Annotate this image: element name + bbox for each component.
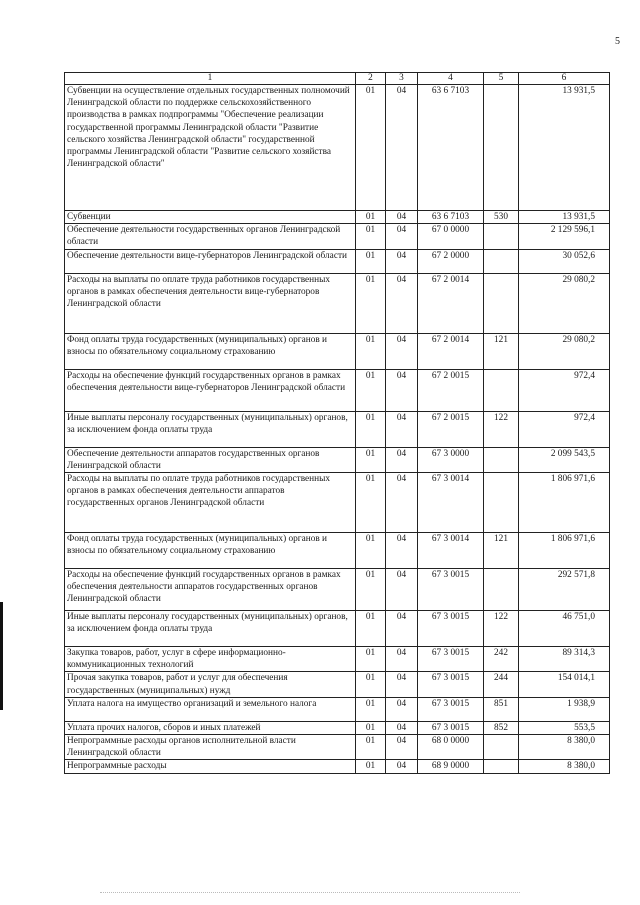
budget-table xyxy=(64,72,610,774)
row-subsection-cell: 04 xyxy=(386,569,418,611)
row-section-cell: 01 xyxy=(356,611,386,647)
row-name-cell: Расходы на выплаты по оплате труда работников государственных органов в рамках обеспечения деятельности вице-губернаторов Ленинградской области xyxy=(65,273,356,333)
row-section-cell: 01 xyxy=(356,333,386,369)
table-row xyxy=(65,672,610,697)
row-expense-type-cell: 121 xyxy=(484,533,519,569)
row-subsection-cell: 04 xyxy=(386,369,418,411)
row-section-cell: 01 xyxy=(356,85,386,211)
row-section-cell: 01 xyxy=(356,721,386,734)
row-amount-cell: 8 380,0 xyxy=(519,760,610,773)
row-section-cell: 01 xyxy=(356,569,386,611)
row-subsection-cell: 04 xyxy=(386,672,418,697)
row-section-cell: 01 xyxy=(356,760,386,773)
table-row xyxy=(65,447,610,472)
budget-table-container xyxy=(64,72,609,774)
row-section-cell: 01 xyxy=(356,533,386,569)
row-expense-type-cell: 122 xyxy=(484,411,519,447)
row-target-article-cell: 67 2 0014 xyxy=(418,333,484,369)
row-section-cell: 01 xyxy=(356,273,386,333)
row-name-cell: Расходы на обеспечение функций государственных органов в рамках обеспечения деятельности вице-губернаторов Ленинградской области xyxy=(65,369,356,411)
page-number: 5 xyxy=(615,36,620,47)
row-expense-type-cell xyxy=(484,273,519,333)
row-amount-cell: 292 571,8 xyxy=(519,569,610,611)
row-section-cell: 01 xyxy=(356,647,386,672)
row-subsection-cell: 04 xyxy=(386,273,418,333)
row-amount-cell: 154 014,1 xyxy=(519,672,610,697)
table-row xyxy=(65,611,610,647)
row-section-cell: 01 xyxy=(356,697,386,721)
row-name-cell: Прочая закупка товаров, работ и услуг для обеспечения государственных (муниципальных) нужд xyxy=(65,672,356,697)
row-name-cell: Фонд оплаты труда государственных (муниципальных) органов и взносы по обязательному социальному страхованию xyxy=(65,333,356,369)
row-section-cell: 01 xyxy=(356,369,386,411)
row-target-article-cell: 67 3 0015 xyxy=(418,611,484,647)
row-amount-cell: 29 080,2 xyxy=(519,333,610,369)
table-row xyxy=(65,735,610,760)
row-expense-type-cell xyxy=(484,447,519,472)
bottom-scan-dots xyxy=(100,890,520,893)
row-target-article-cell: 67 2 0014 xyxy=(418,273,484,333)
row-amount-cell: 2 129 596,1 xyxy=(519,224,610,249)
row-expense-type-cell xyxy=(484,249,519,273)
table-row xyxy=(65,473,610,533)
row-target-article-cell: 68 0 0000 xyxy=(418,735,484,760)
row-amount-cell: 29 080,2 xyxy=(519,273,610,333)
row-subsection-cell: 04 xyxy=(386,333,418,369)
row-amount-cell: 1 938,9 xyxy=(519,697,610,721)
row-target-article-cell: 68 9 0000 xyxy=(418,760,484,773)
table-row xyxy=(65,224,610,249)
table-row xyxy=(65,369,610,411)
header-cell: 5 xyxy=(484,73,519,85)
row-subsection-cell: 04 xyxy=(386,611,418,647)
row-name-cell: Непрограммные расходы органов исполнительной власти Ленинградской области xyxy=(65,735,356,760)
row-expense-type-cell: 242 xyxy=(484,647,519,672)
row-section-cell: 01 xyxy=(356,211,386,224)
row-subsection-cell: 04 xyxy=(386,721,418,734)
row-amount-cell: 1 806 971,6 xyxy=(519,533,610,569)
row-expense-type-cell xyxy=(484,224,519,249)
row-expense-type-cell: 122 xyxy=(484,611,519,647)
row-subsection-cell: 04 xyxy=(386,533,418,569)
row-amount-cell: 972,4 xyxy=(519,411,610,447)
row-name-cell: Фонд оплаты труда государственных (муниципальных) органов и взносы по обязательному социальному страхованию xyxy=(65,533,356,569)
row-amount-cell: 30 052,6 xyxy=(519,249,610,273)
row-expense-type-cell xyxy=(484,760,519,773)
table-header-row xyxy=(65,73,610,85)
table-row xyxy=(65,721,610,734)
row-section-cell: 01 xyxy=(356,447,386,472)
table-row xyxy=(65,249,610,273)
row-expense-type-cell xyxy=(484,85,519,211)
row-section-cell: 01 xyxy=(356,473,386,533)
row-subsection-cell: 04 xyxy=(386,647,418,672)
row-subsection-cell: 04 xyxy=(386,447,418,472)
row-name-cell: Расходы на выплаты по оплате труда работников государственных органов в рамках обеспечения деятельности аппаратов государственных органов Ленинградской области xyxy=(65,473,356,533)
row-name-cell: Обеспечение деятельности вице-губернаторов Ленинградской области xyxy=(65,249,356,273)
row-subsection-cell: 04 xyxy=(386,85,418,211)
row-section-cell: 01 xyxy=(356,224,386,249)
row-subsection-cell: 04 xyxy=(386,473,418,533)
table-row xyxy=(65,211,610,224)
row-amount-cell: 2 099 543,5 xyxy=(519,447,610,472)
row-expense-type-cell xyxy=(484,473,519,533)
row-section-cell: 01 xyxy=(356,249,386,273)
row-target-article-cell: 67 0 0000 xyxy=(418,224,484,249)
row-amount-cell: 89 314,3 xyxy=(519,647,610,672)
row-target-article-cell: 67 2 0000 xyxy=(418,249,484,273)
header-cell: 6 xyxy=(519,73,610,85)
row-expense-type-cell: 244 xyxy=(484,672,519,697)
table-row xyxy=(65,273,610,333)
header-cell: 2 xyxy=(356,73,386,85)
row-amount-cell: 553,5 xyxy=(519,721,610,734)
row-target-article-cell: 67 3 0014 xyxy=(418,473,484,533)
row-section-cell: 01 xyxy=(356,411,386,447)
row-amount-cell: 8 380,0 xyxy=(519,735,610,760)
row-name-cell: Уплата прочих налогов, сборов и иных платежей xyxy=(65,721,356,734)
row-subsection-cell: 04 xyxy=(386,735,418,760)
row-name-cell: Субвенции на осуществление отдельных государственных полномочий Ленинградской области по поддержке сельскохозяйственного производства в рамках подпрограммы "Обеспечение реализации государственной программы Ленинградской области "Развитие сельского хозяйства Ленинградской области" государственной программы Ленинградской области "Развитие сельского хозяйства Ленинградской области" xyxy=(65,85,356,211)
table-row xyxy=(65,569,610,611)
row-subsection-cell: 04 xyxy=(386,411,418,447)
row-target-article-cell: 67 3 0015 xyxy=(418,647,484,672)
row-target-article-cell: 67 3 0000 xyxy=(418,447,484,472)
row-subsection-cell: 04 xyxy=(386,211,418,224)
table-body xyxy=(65,85,610,774)
row-name-cell: Субвенции xyxy=(65,211,356,224)
row-amount-cell: 972,4 xyxy=(519,369,610,411)
table-row xyxy=(65,760,610,773)
row-expense-type-cell xyxy=(484,735,519,760)
table-row xyxy=(65,333,610,369)
header-cell: 1 xyxy=(65,73,356,85)
row-name-cell: Иные выплаты персоналу государственных (муниципальных) органов, за исключением фонда оплаты труда xyxy=(65,611,356,647)
row-target-article-cell: 67 3 0015 xyxy=(418,697,484,721)
row-subsection-cell: 04 xyxy=(386,697,418,721)
row-name-cell: Уплата налога на имущество организаций и земельного налога xyxy=(65,697,356,721)
row-expense-type-cell: 851 xyxy=(484,697,519,721)
row-subsection-cell: 04 xyxy=(386,249,418,273)
row-expense-type-cell: 121 xyxy=(484,333,519,369)
row-target-article-cell: 67 3 0014 xyxy=(418,533,484,569)
row-amount-cell: 1 806 971,6 xyxy=(519,473,610,533)
table-row xyxy=(65,85,610,211)
row-name-cell: Расходы на обеспечение функций государственных органов в рамках обеспечения деятельности аппаратов государственных органов Ленинградской области xyxy=(65,569,356,611)
table-row xyxy=(65,647,610,672)
row-expense-type-cell xyxy=(484,569,519,611)
row-subsection-cell: 04 xyxy=(386,224,418,249)
row-amount-cell: 46 751,0 xyxy=(519,611,610,647)
row-name-cell: Обеспечение деятельности аппаратов государственных органов Ленинградской области xyxy=(65,447,356,472)
row-expense-type-cell xyxy=(484,369,519,411)
row-target-article-cell: 67 2 0015 xyxy=(418,369,484,411)
row-target-article-cell: 63 6 7103 xyxy=(418,211,484,224)
row-name-cell: Обеспечение деятельности государственных органов Ленинградской области xyxy=(65,224,356,249)
row-target-article-cell: 67 2 0015 xyxy=(418,411,484,447)
table-row xyxy=(65,533,610,569)
header-cell: 4 xyxy=(418,73,484,85)
row-target-article-cell: 67 3 0015 xyxy=(418,721,484,734)
row-expense-type-cell: 852 xyxy=(484,721,519,734)
header-cell: 3 xyxy=(386,73,418,85)
row-name-cell: Закупка товаров, работ, услуг в сфере информационно-коммуникационных технологий xyxy=(65,647,356,672)
row-section-cell: 01 xyxy=(356,735,386,760)
scan-margin-mark xyxy=(0,602,3,710)
row-amount-cell: 13 931,5 xyxy=(519,211,610,224)
row-amount-cell: 13 931,5 xyxy=(519,85,610,211)
row-name-cell: Иные выплаты персоналу государственных (муниципальных) органов, за исключением фонда оплаты труда xyxy=(65,411,356,447)
row-target-article-cell: 67 3 0015 xyxy=(418,672,484,697)
row-target-article-cell: 67 3 0015 xyxy=(418,569,484,611)
row-expense-type-cell: 530 xyxy=(484,211,519,224)
row-target-article-cell: 63 6 7103 xyxy=(418,85,484,211)
table-row xyxy=(65,411,610,447)
row-section-cell: 01 xyxy=(356,672,386,697)
row-name-cell: Непрограммные расходы xyxy=(65,760,356,773)
table-row xyxy=(65,697,610,721)
row-subsection-cell: 04 xyxy=(386,760,418,773)
